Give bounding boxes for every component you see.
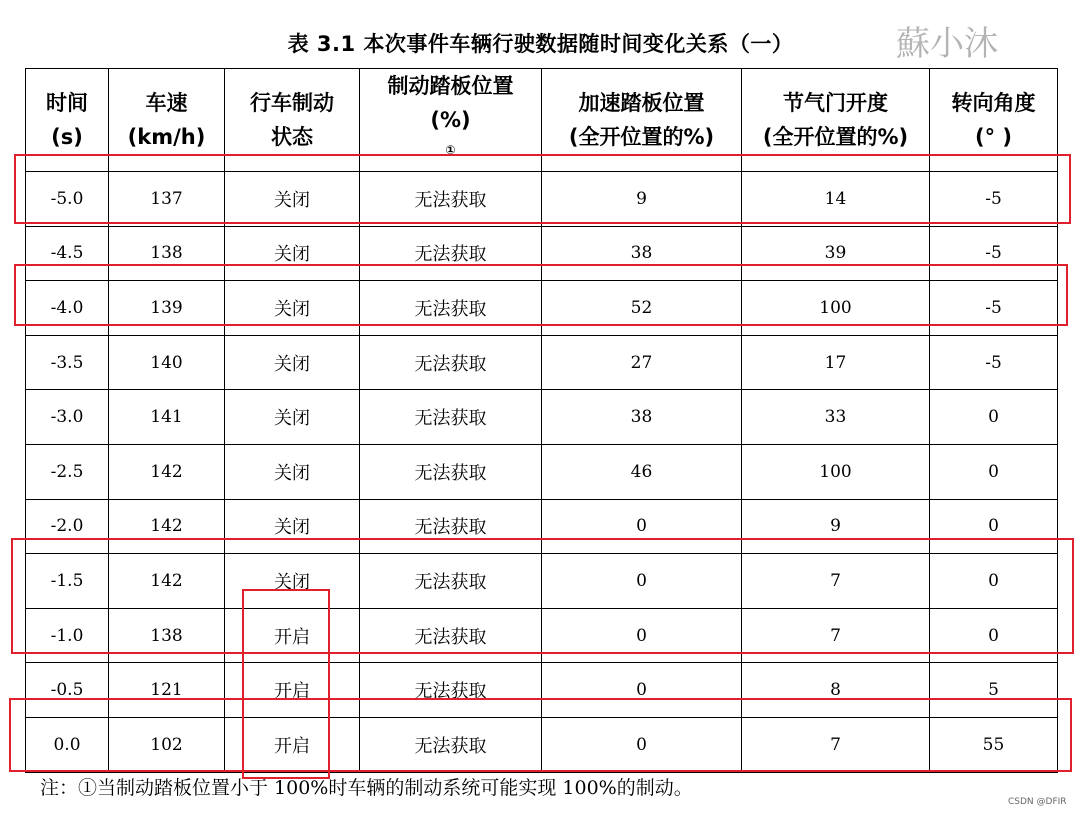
cell-brake-pedal: 无法获取 xyxy=(360,499,542,554)
cell-throttle: 17 xyxy=(742,335,930,390)
cell-throttle: 14 xyxy=(742,172,930,227)
highlight-box-brake-open xyxy=(242,589,330,779)
header-speed: 车速 (km/h) xyxy=(109,69,225,172)
header-brake-pedal: 制动踏板位置 (%) ① xyxy=(360,69,542,172)
cell-throttle: 9 xyxy=(742,499,930,554)
cell-brake-status: 关闭 xyxy=(225,281,360,336)
footnote: 注：①当制动踏板位置小于 100%时车辆的制动系统可能实现 100%的制动。 xyxy=(40,777,693,799)
cell-time: -3.0 xyxy=(26,390,109,445)
table-title: 表 3.1 本次事件车辆行驶数据随时间变化关系（一） xyxy=(287,32,794,56)
cell-throttle: 7 xyxy=(742,554,930,609)
highlight-box-row-11 xyxy=(9,698,1072,772)
cell-accelerator: 38 xyxy=(542,226,742,281)
cell-accelerator: 46 xyxy=(542,444,742,499)
cell-time: -2.5 xyxy=(26,444,109,499)
cell-accelerator: 52 xyxy=(542,281,742,336)
csdn-credit: CSDN @DFIR xyxy=(1008,797,1067,807)
cell-steering: 0 xyxy=(930,390,1058,445)
cell-time: -4.0 xyxy=(26,281,109,336)
cell-speed: 102 xyxy=(109,717,225,772)
cell-speed: 137 xyxy=(109,172,225,227)
cell-time: -1.5 xyxy=(26,554,109,609)
cell-speed: 142 xyxy=(109,554,225,609)
cell-steering: -5 xyxy=(930,172,1058,227)
cell-steering: 5 xyxy=(930,663,1058,718)
cell-brake-pedal: 无法获取 xyxy=(360,172,542,227)
cell-accelerator: 0 xyxy=(542,717,742,772)
cell-brake-status: 开启 xyxy=(225,663,360,718)
cell-brake-status: 关闭 xyxy=(225,335,360,390)
cell-brake-status: 关闭 xyxy=(225,390,360,445)
cell-brake-status: 关闭 xyxy=(225,499,360,554)
highlight-box-row-3 xyxy=(14,264,1068,326)
cell-steering: -5 xyxy=(930,281,1058,336)
cell-time: 0.0 xyxy=(26,717,109,772)
cell-brake-status: 开启 xyxy=(225,608,360,663)
cell-time: -3.5 xyxy=(26,335,109,390)
cell-time: -1.0 xyxy=(26,608,109,663)
cell-brake-pedal: 无法获取 xyxy=(360,608,542,663)
cell-time: -5.0 xyxy=(26,172,109,227)
cell-throttle: 100 xyxy=(742,444,930,499)
cell-steering: 0 xyxy=(930,608,1058,663)
cell-steering: 0 xyxy=(930,499,1058,554)
cell-brake-pedal: 无法获取 xyxy=(360,554,542,609)
cell-throttle: 100 xyxy=(742,281,930,336)
cell-steering: 0 xyxy=(930,554,1058,609)
header-steering: 转向角度 (° ) xyxy=(930,69,1058,172)
cell-brake-pedal: 无法获取 xyxy=(360,226,542,281)
cell-brake-pedal: 无法获取 xyxy=(360,390,542,445)
cell-accelerator: 27 xyxy=(542,335,742,390)
table-row xyxy=(26,390,1058,445)
cell-brake-status: 关闭 xyxy=(225,554,360,609)
cell-brake-pedal: 无法获取 xyxy=(360,717,542,772)
header-brake-status: 行车制动 状态 xyxy=(225,69,360,172)
cell-brake-pedal: 无法获取 xyxy=(360,444,542,499)
table-row xyxy=(26,335,1058,390)
cell-brake-pedal: 无法获取 xyxy=(360,335,542,390)
cell-brake-status: 关闭 xyxy=(225,444,360,499)
cell-accelerator: 0 xyxy=(542,554,742,609)
cell-time: -4.5 xyxy=(26,226,109,281)
header-throttle: 节气门开度 (全开位置的%) xyxy=(742,69,930,172)
cell-throttle: 7 xyxy=(742,608,930,663)
cell-steering: -5 xyxy=(930,335,1058,390)
cell-brake-status: 开启 xyxy=(225,717,360,772)
header-time: 时间 (s) xyxy=(26,69,109,172)
cell-time: -0.5 xyxy=(26,663,109,718)
table-row xyxy=(26,444,1058,499)
cell-steering: 55 xyxy=(930,717,1058,772)
watermark: 蘇小沐 xyxy=(896,24,998,64)
cell-speed: 138 xyxy=(109,226,225,281)
highlight-box-rows-8-9 xyxy=(11,538,1074,654)
cell-speed: 142 xyxy=(109,444,225,499)
cell-speed: 121 xyxy=(109,663,225,718)
cell-speed: 141 xyxy=(109,390,225,445)
cell-throttle: 7 xyxy=(742,717,930,772)
cell-accelerator: 0 xyxy=(542,608,742,663)
cell-brake-status: 关闭 xyxy=(225,172,360,227)
cell-brake-status: 关闭 xyxy=(225,226,360,281)
cell-accelerator: 38 xyxy=(542,390,742,445)
cell-steering: -5 xyxy=(930,226,1058,281)
cell-brake-pedal: 无法获取 xyxy=(360,663,542,718)
cell-speed: 140 xyxy=(109,335,225,390)
cell-throttle: 33 xyxy=(742,390,930,445)
cell-speed: 138 xyxy=(109,608,225,663)
cell-speed: 139 xyxy=(109,281,225,336)
cell-accelerator: 9 xyxy=(542,172,742,227)
cell-accelerator: 0 xyxy=(542,663,742,718)
cell-time: -2.0 xyxy=(26,499,109,554)
cell-accelerator: 0 xyxy=(542,499,742,554)
cell-speed: 142 xyxy=(109,499,225,554)
cell-throttle: 39 xyxy=(742,226,930,281)
header-accelerator: 加速踏板位置 (全开位置的%) xyxy=(542,69,742,172)
cell-steering: 0 xyxy=(930,444,1058,499)
highlight-box-row-1 xyxy=(14,154,1071,224)
cell-brake-pedal: 无法获取 xyxy=(360,281,542,336)
footnote-marker: ① xyxy=(445,143,456,157)
cell-throttle: 8 xyxy=(742,663,930,718)
